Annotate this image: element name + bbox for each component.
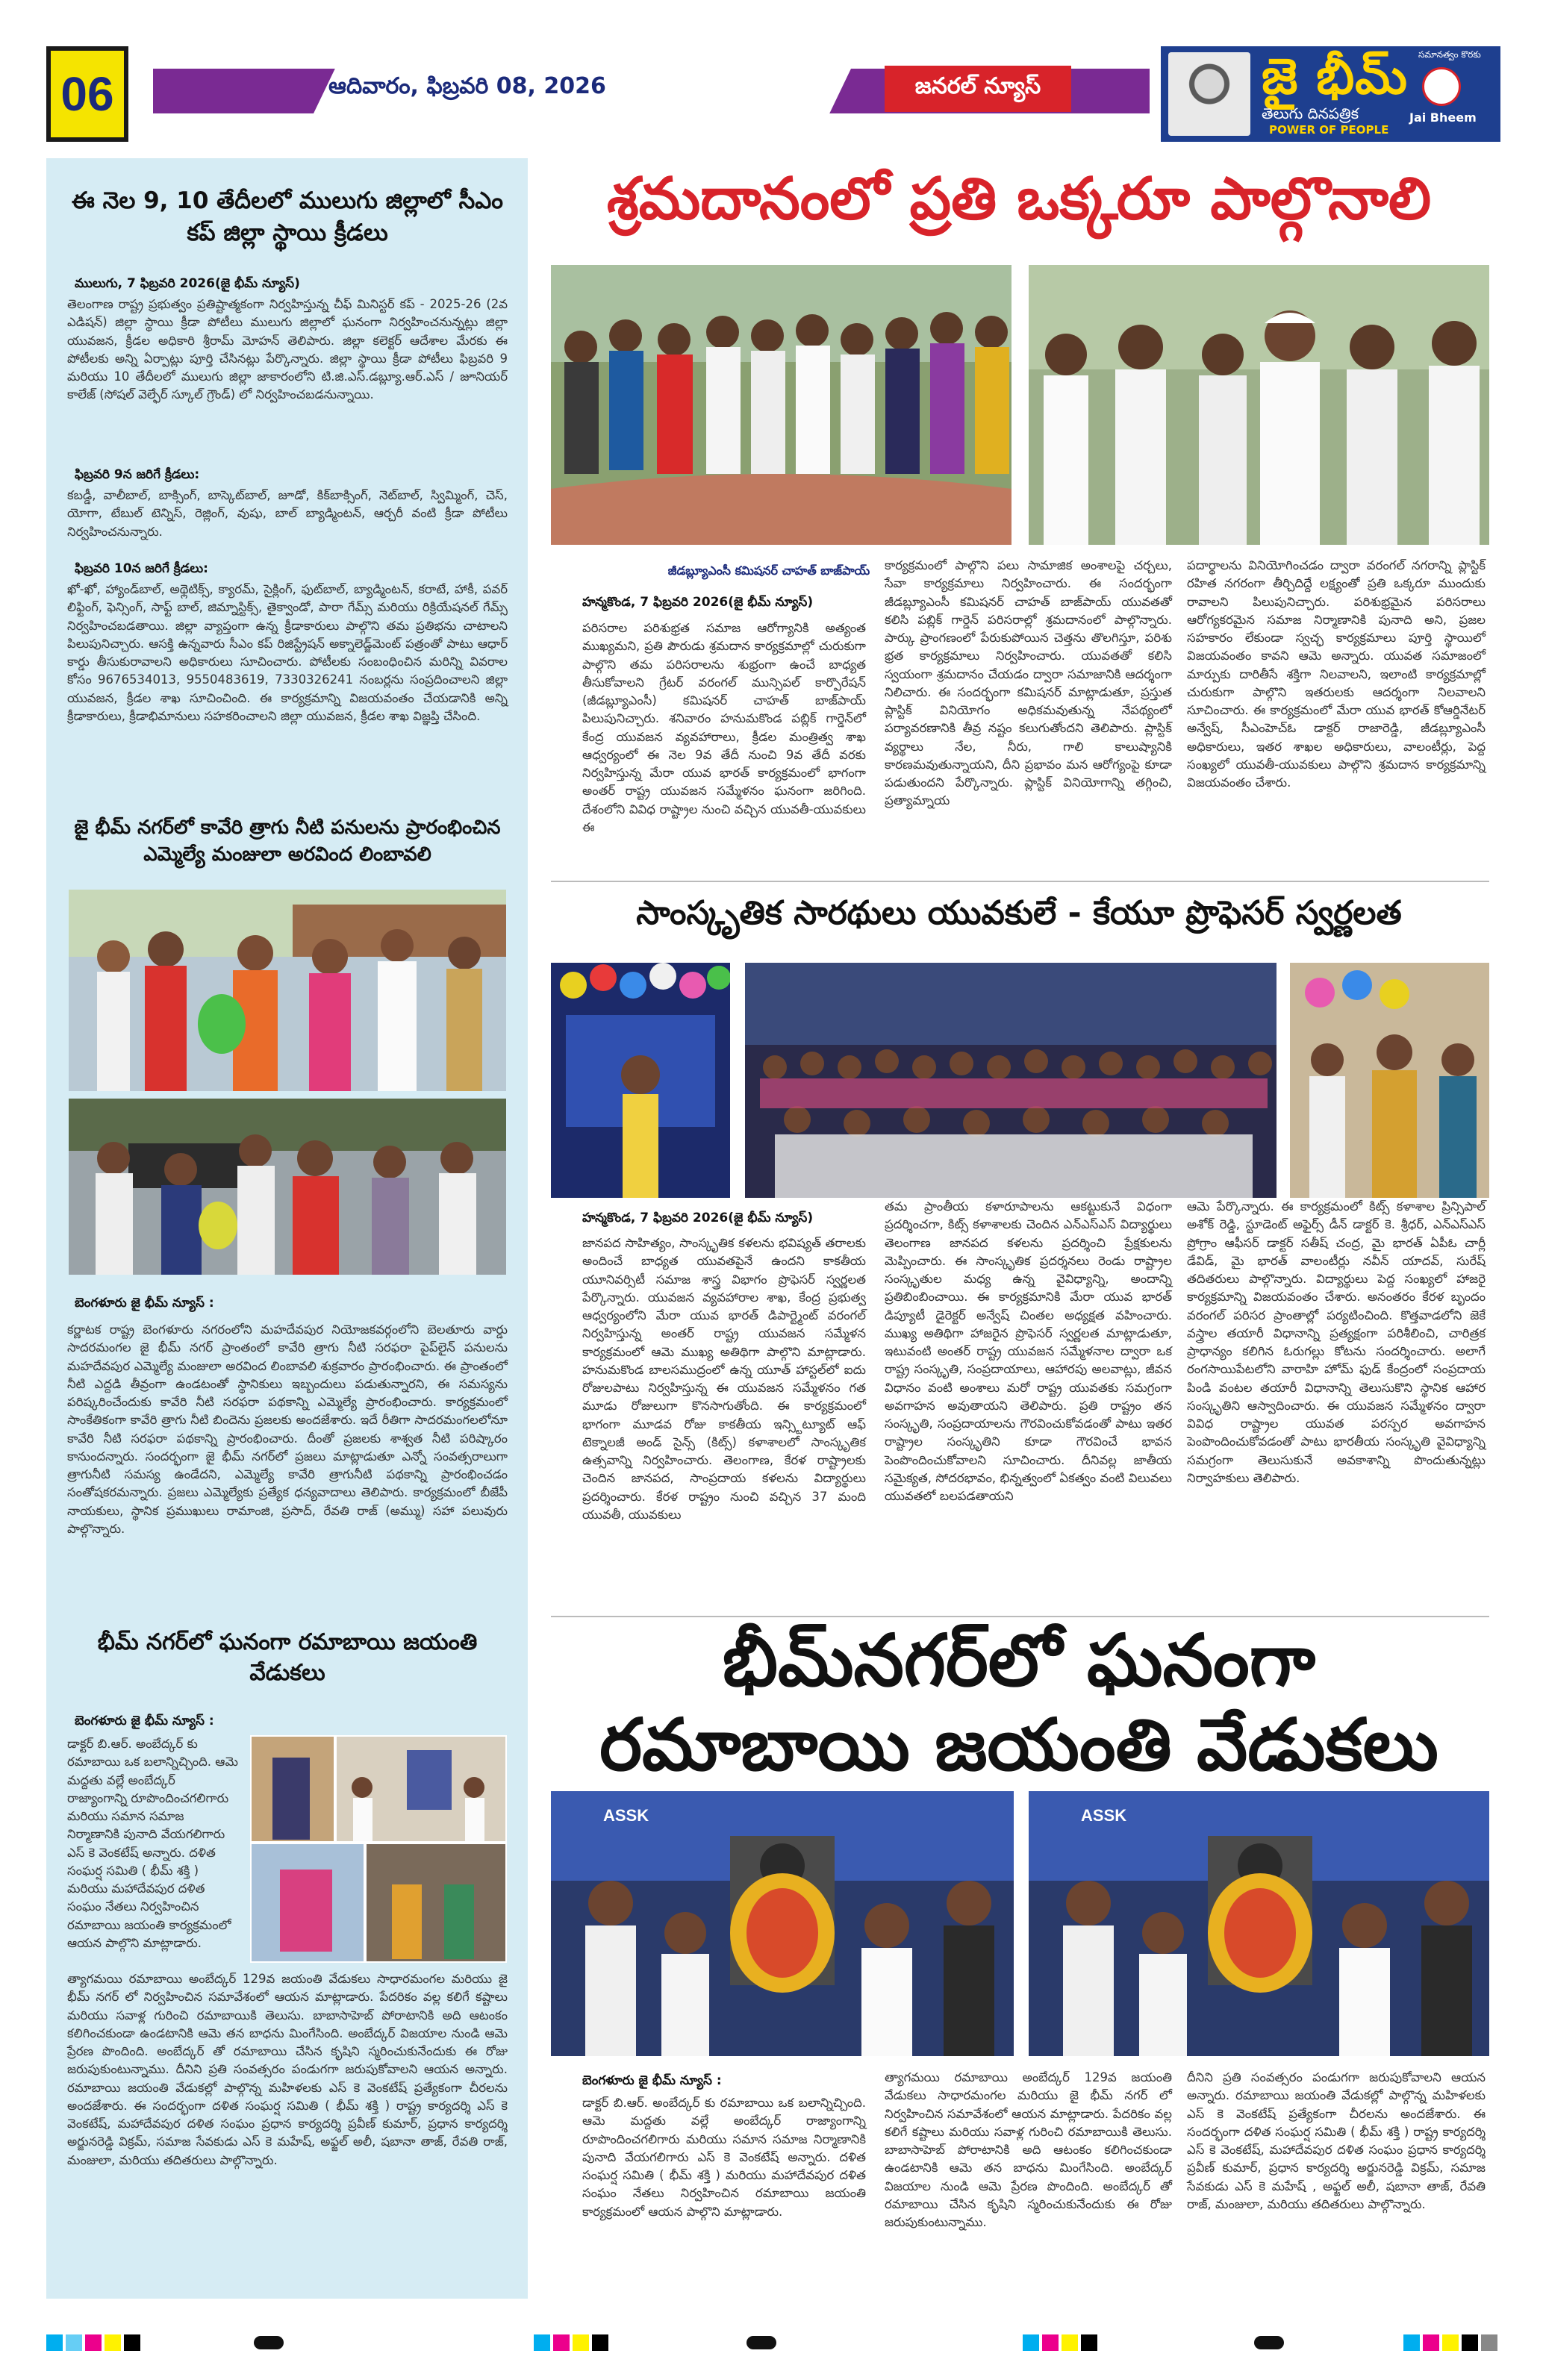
left-story2-dateline: బెంగళూరు జై భీమ్ న్యూస్ : (75, 1296, 214, 1311)
main-story3-col3: దీనిని ప్రతి సంవత్సరం పండుగగా జరుపుకోవాలని ఆయన అన్నారు. రమాబాయి జయంతి వేడుకల్లో పాల్గొన్న మహిళలకు ఎస్ కె వెంకటేష్ ప్రత్యేకంగా చీరలను అందజేశారు. ఈ సందర్భంగా దళిత సంఘర్ష సమితి ( భీమ్ శక్తి ) రాష్ట్ర కార్యదర్శి ఎస్ కె వెంకటేష్, మహాదేవపుర దళిత సంఘం ప్రధాన కార్యదర్శి ప్రవీణ్ కుమార్, ప్రధాన కార్యదర్శి అర్జునరెడ్డి విక్రమ్, సమాజ సేవకుడు ఎస్ కె మహేష్ , అఫ్జల్ అలీ, షబానా తాజ్, రేవతి రాజ్, మంజులా, మరియు తదితరులు పాల్గొన్నారు. (1187, 2070, 1486, 2211)
left-story3-full-text: త్యాగమయి రమాబాయి అంబేద్కర్ 129వ జయంతి వేడుకలు సాధారమంగల మరియు జై భీమ్ నగర్ లో నిర్వహించిన సమావేశంలో ఆయన మాట్లాడారు. పేదరికం వల్ల కలిగే కష్టాలు మరియు సవాళ్ల గురించి రమాబాయికి తెలుసు. బాబాసాహెబ్ పోరాటానికి అది ఆటంకం కలిగించకుండా ఉండటానికి ఆమె తన బాధను మింగేసింది. అంబేద్కర్ విజయాల నుండి ఆమె ప్రేరణ పొందింది. అంబేద్కర్ తో రమాబాయి చేసిన కృషిని స్మరించుకునేందుకు ఈ రోజు జరుపుకుంటున్నాము. దీనిని ప్రతి సంవత్సరం పండుగగా జరుపుకోవాలని ఆయన అన్నారు. రమాబాయి జయంతి వేడుకల్లో పాల్గొన్న మహిళలకు ఎస్ కె వెంకటేష్ ప్రత్యేకంగా చీరలను అందజేశారు. ఈ సందర్భంగా దళిత సంఘర్ష సమితి ( భీమ్ శక్తి ) రాష్ట్ర కార్యదర్శి ఎస్ కె వెంకటేష్, మహాదేవపుర దళిత సంఘం ప్రధాన కార్యదర్శి ప్రవీణ్ కుమార్, ప్రధాన కార్యదర్శి అర్జునరెడ్డి విక్రమ్, సమాజ సేవకుడు ఎస్ కె మహేష్, అఫ్జల్ అలీ, షబానా తాజ్, రేవతి రాజ్, మంజులా, మరియు తదితరులు పాల్గొన్నారు. (67, 1972, 508, 2167)
divider-2 (551, 1616, 1489, 1617)
left-story1-para1: తెలంగాణ రాష్ట్ర ప్రభుత్వం ప్రతిష్టాత్మకంగా నిర్వహిస్తున్న చీఫ్ మినిస్టర్ కప్ - 2025-26 (2వ ఎడిషన్) జిల్లా స్థాయి క్రీడా పోటీలు ములుగు జిల్లాలో ఘనంగా నిర్వహించనున్నట్లు జిల్లా యువజన, క్రీడల అధికారి శ్రీరామ్ మోహన్ తెలిపారు. జిల్లా కలెక్టర్ ఆదేశాల మేరకు ఈ పోటీలకు అన్ని ఏర్పాట్లు పూర్తి చేసినట్లు పేర్కొన్నారు. జిల్లా స్థాయి క్రీడా పోటీలు ఫిబ్రవరి 9 మరియు 10 తేదీలలో ములుగు జిల్లా జాకారంలోని టి.జి.ఎస్.డబ్ల్యూ.ఆర్.ఎస్ / జూనియర్ కాలేజ్ (సోషల్ వెల్ఫేర్ స్కూల్ గ్రౌండ్) లో నిర్వహించబడనున్నాయి. (67, 297, 508, 402)
divider-1 (551, 881, 1489, 882)
main-story3-headline-line1: భీమ్‌నగర్‌లో ఘనంగా (722, 1619, 1316, 1702)
left-story3-headline: భీమ్ నగర్‌లో ఘనంగా రమాబాయి జయంతి వేడుకలు (97, 1629, 478, 1687)
shramadanam-photo-2 (1029, 265, 1489, 545)
main-story2-col3: ఆమె పేర్కొన్నారు. ఈ కార్యక్రమంలో కిట్స్ కళాశాల ప్రిన్సిపాల్ అశోక్ రెడ్డి, స్టూడెంట్ అఫైర్స్ డీన్ డాక్టర్ కె. శ్రీధర్, ఎన్ఎస్ఎస్ ప్రోగ్రాం ఆఫీసర్ డాక్టర్ సతీష్ చంద్ర, మై భారత్ ఏపీఓ చార్లీ డేవిడ్, మై భారత్ వాలంటీర్లు నవీన్ యాదవ్, సురేష్ తదితరులు పాల్గొన్నారు. విద్యార్థులు పెద్ద సంఖ్యలో హాజరై కార్యక్రమాన్ని విజయవంతం చేశారు. అనంతరం కేరళ బృందం వరంగల్ పరిసర ప్రాంతాల్లో పర్యటించింది. కొత్తవాడలోని జెకే వస్త్రాల తయారీ విధానాన్ని ప్రత్యక్షంగా పరిశీలించి, చారిత్రక ప్రాధాన్యం కలిగిన ఓరుగల్లు కోటను సందర్శించారు. అలాగే రంగసాయిపేటలోని వారాహి హోమ్ ఫుడ్ కేంద్రంలో సంప్రదాయ పిండి వంటల తయారీ విధానాన్ని తెలుసుకొని స్థానిక ఆహార సంస్కృతిని ఆస్వాదించారు. ఈ యువజన సమ్మేళనం ద్వారా వివిధ రాష్ట్రాల యువత పరస్పర అవగాహన పెంపొందించుకోవడంతో పాటు భారతీయ సంస్కృతి వైవిధ్యాన్ని సమగ్రంగా తెలుసుకునే అవకాశాన్ని పొందుతున్నట్లు నిర్వాహకులు తెలిపారు. (1187, 1199, 1486, 1485)
main-story1-dateline: హన్మకొండ, 7 ఫిబ్రవరి 2026(జై భీమ్ న్యూస్) (582, 595, 814, 610)
masthead-title: జై భీమ్ (1262, 48, 1408, 105)
emblem-icon (1422, 67, 1461, 106)
ambedkar-portrait-icon (1168, 52, 1250, 136)
main-story3-dateline: బెంగళూరు జై భీమ్ న్యూస్ : (582, 2073, 722, 2088)
left-story2-headline: జై భీమ్ నగర్‌లో కావేరి త్రాగు నీటి పనులను ప్రారంభించిన ఎమ్మెల్యే మంజులా అరవింద లింబావలి (74, 816, 501, 866)
issue-date: ఆదివారం, ఫిబ్రవరి 08, 2026 (328, 73, 606, 99)
main-story1-col3: పదార్థాలను వినియోగించడం ద్వారా వరంగల్ నగరాన్ని ప్లాస్టిక్ రహిత నగరంగా తీర్చిదిద్దే లక్ష్యంతో ప్రతి ఒక్కరూ ముందుకు రావాలని పిలుపునిచ్చారు. పరిశుభ్రమైన పరిసరాలు ఆరోగ్యకరమైన సమాజ నిర్మాణానికి పునాది అని, ప్రజల సహకారం లేకుండా స్వచ్ఛ కార్యక్రమాలు పూర్తి స్థాయిలో విజయవంతం కావని ఆమె అన్నారు. యువత సమాజంలో మార్పుకు దారితీసే శక్తిగా నిలవాలని, ఇలాంటి కార్యక్రమాల్లో చురుకుగా పాల్గొని ఇతరులకు ఆదర్శంగా నిలవాలని సూచించారు. ఈ కార్యక్రమంలో మేరా యువ భారత్ కోఆర్డినేటర్ అన్వేష్, సీఎంహెచ్ఓ డాక్టర్ రాజారెడ్డి, జీడబ్ల్యూఎంసీ అధికారులు, ఇతర శాఖల అధికారులు, వాలంటీర్లు, పెద్ద సంఖ్యలో యువతీ-యువకులు పాల్గొని శ్రమదాన కార్యక్రమాన్ని విజయవంతం చేశారు. (1187, 558, 1486, 790)
color-registration-bar-far-right (1403, 2334, 1497, 2351)
ramabai-jayanti-photo-1 (551, 1791, 1014, 2056)
color-registration-bar-left (46, 2334, 140, 2351)
masthead-corner-text: సమానత్వం కొరకు (1418, 49, 1481, 60)
youth-fest-photo-3 (1290, 963, 1489, 1198)
left-story3-dateline: బెంగళూరు జై భీమ్ న్యూస్ : (75, 1714, 214, 1728)
rally-collage-photo (250, 1735, 507, 1963)
water-works-photo-1 (69, 890, 506, 1091)
water-works-photo-2 (69, 1099, 506, 1275)
left-story2-para1: కర్ణాటక రాష్ట్ర బెంగళూరు నగరంలోని మహదేవపుర నియోజకవర్గంలోని బెలతూరు వార్డు సాదరమంగల జై భీమ్ నగర్ ప్రాంతంలో కావేరి త్రాగు నీటి సరఫరా పైప్‌లైన్ పనులను మహదేవపుర ఎమ్మెల్యే మంజులా అరవింద లింబావలి శుక్రవారం ప్రారంభించారు. ఈ ప్రాంతంలో నీటి ఎద్దడి తీవ్రంగా ఉండటంతో స్థానికులు ఇబ్బందులు పడుతున్నారని, ఈ సమస్యను పరిష్కరించేందుకు కావేరి నీటి సరఫరా పథకాన్ని ఎమ్మెల్యే ప్రారంభించారు. కార్యక్రమంలో సాంకేతికంగా కావేరి త్రాగు నీటి బిందెను ప్రజలకు అందజేశారు. ఇదే రీతిగా సాదరమంగలలోనూ కావేరి నీటి సరఫరా పథకాన్ని ప్రారంభించారు. దీంతో ప్రజలకు శాశ్వత నీటి పరిష్కారం కానుందన్నారు. సందర్భంగా జై భీమ్ నగర్‌లో ప్రజలు మాట్లాడుతూ ఎన్నో సంవత్సరాలుగా త్రాగునీటి సమస్య ఉండేదని, ఎమ్మెల్యే కావేరి త్రాగునీటి పథకాన్ని ప్రారంభించడం సంతోషకరమన్నారు. ప్రజలు ఎమ్మెల్యేకు ప్రత్యేక ధన్యవాదాలు తెలిపారు. కార్యక్రమంలో బీజేపీ నాయకులు, స్థానిక ప్రముఖులు రామాంజి, ప్రసాద్, రేవతి రాజ్ (అమ్ము) సహా పలువురు పాల్గొన్నారు. (67, 1322, 508, 1536)
shramadanam-photo-1 (551, 265, 1011, 545)
youth-fest-group-photo (745, 963, 1277, 1198)
ramabai-jayanti-photo-2 (1029, 1791, 1489, 2056)
registration-mark-3 (1254, 2336, 1284, 2349)
main-story2-col2: తమ ప్రాంతీయ కళారూపాలను ఆకట్టుకునే విధంగా ప్రదర్శించగా, కిట్స్ కళాశాలకు చెందిన ఎన్ఎస్ఎస్ విద్యార్థులు తెలంగాణ జానపద కళలను ప్రదర్శించి ప్రేక్షకులను మెప్పించారు. ఈ సాంస్కృతిక ప్రదర్శనలు రెండు రాష్ట్రాల సంస్కృతుల మధ్య ఉన్న వైవిధ్యాన్ని, అందాన్ని ప్రతిబింబించాయి. ఈ కార్యక్రమానికి మేరా యువ భారత్ డిప్యూటీ డైరెక్టర్ అన్వేష్ చింతల అధ్యక్షత వహించారు. ముఖ్య అతిథిగా హాజరైన ప్రొఫెసర్ స్వర్ణలత మాట్లాడుతూ, ఇటువంటి అంతర్ రాష్ట్ర యువజన సమ్మేళనాల ద్వారా ఒక రాష్ట్ర సంస్కృతి, సంప్రదాయాలు, ఆహారపు అలవాట్లు, జీవన విధానం వంటి అంశాలు మరో రాష్ట్ర యువతకు సమగ్రంగా అవగాహన అవుతాయని తెలిపారు. ప్రతి రాష్ట్రం తన సంస్కృతి, సంప్రదాయాలను గౌరవించుకోవడంతో పాటు ఇతర రాష్ట్రాల సంస్కృతిని కూడా గౌరవించే భావన పెంపొందించుకోవాలని సూచించారు. దీనివల్ల జాతీయ సమైక్యత, సోదరభావం, భిన్నత్వంలో ఏకత్వం వంటి విలువలు యువతలో బలపడతాయని (885, 1199, 1172, 1503)
main-story3-col1: డాక్టర్ బి.ఆర్. అంబేద్కర్ కు రమాబాయి ఒక బలాన్నిచ్చింది. ఆమె మద్దతు వల్లే అంబేద్కర్ రాజ్యాంగాన్ని రూపొందించగలిగారు మరియు సమాన సమాజ నిర్మాణానికి పునాది వేయగలిగారు ఎస్ కె వెంకటేష్ అన్నారు. దళిత సంఘర్ష సమితి ( భీమ్ శక్తి ) మరియు మహాదేవపుర దళిత సంఘం నేతలు నిర్వహించిన రమాబాయి జయంతి కార్యక్రమంలో ఆయన పాల్గొని మాట్లాడారు. (582, 2096, 866, 2219)
left-story1-sub2: ఫిబ్రవరి 10న జరిగే క్రీడలు: (75, 561, 208, 576)
main-story1-col2: కార్యక్రమంలో పాల్గొని పలు సామాజిక అంశాలపై చర్చలు, సేవా కార్యక్రమాలు నిర్వహించారు. ఈ సందర్భంగా జీడబ్ల్యూఎంసీ కమిషనర్ చాహత్ బాజ్‌పాయ్ యువతతో కలిసి పబ్లిక్ గార్డెన్ పరిసరాల్లో శ్రమదానంలో పాల్గొన్నారు. పార్కు ప్రాంగణంలో పేరుకుపోయిన చెత్తను తొలగిస్తూ, పరిశు భ్రత కార్యక్రమాలు నిర్వహించారు. యువతతో కలిసి స్వయంగా శ్రమదానం చేయడం ద్వారా సమాజానికి ఆదర్శంగా నిలిచారు. ఈ సందర్భంగా కమిషనర్ మాట్లాడుతూ, ప్రస్తుత ప్లాస్టిక్ వినియోగం అధికమవుతున్న నేపథ్యంలో పర్యావరణానికి తీవ్ర నష్టం కలుగుతోందని తెలిపారు. ప్లాస్టిక్ వ్యర్థాలు నేల, నీరు, గాలి కాలుష్యానికి కారణమవుతున్నాయని, దీని ప్రభావం మన ఆరోగ్యంపై కూడా పడుతుందని పేర్కొన్నారు. ప్లాస్టిక్ వినియోగాన్ని తగ్గించి, ప్రత్యామ్నాయ (885, 558, 1172, 808)
left-story1-para2: కబడ్డీ, వాలీబాల్, బాక్సింగ్, బాస్కెట్‌బాల్, జూడో, కిక్‌బాక్సింగ్, నెట్‌బాల్, స్విమ్మింగ్, చెస్, యోగా, టేబుల్ టెన్నిస్, రెజ్లింగ్, వుషు, బాల్ బ్యాడ్మింటన్, ఆర్చరీ వంటి క్రీడా పోటీలు నిర్వహించనున్నారు. (67, 488, 508, 539)
masthead-tagline: తెలుగు దినపత్రిక (1262, 104, 1359, 122)
left-story1-dateline: ములుగు, 7 ఫిబ్రవరి 2026(జై భీమ్ న్యూస్) (75, 276, 300, 291)
main-story1-col1: పరిసరాల పరిశుభ్రత సమాజ ఆరోగ్యానికి అత్యంత ముఖ్యమని, ప్రతి పౌరుడు శ్రమదాన కార్యక్రమాల్లో చురుకుగా పాల్గొని తమ పరిసరాలను శుభ్రంగా ఉంచే బాధ్యత తీసుకోవాలని గ్రేటర్ వరంగల్ మున్సిపల్ కార్పొరేషన్ (జీడబ్ల్యూఎంసీ) కమిషనర్ చాహత్ బాజ్‌పాయ్ పిలుపునిచ్చారు. శనివారం హనుమకొండ పబ్లిక్ గార్డెన్‌లో కేంద్ర యువజన వ్యవహారాలు, క్రీడల మంత్రిత్వ శాఖ ఆధ్వర్యంలో ఈ నెల 9వ తేదీ నుంచి 9వ తేదీ వరకు నిర్వహిస్తున్న మేరా యువ భారత్ కార్యక్రమంలో భాగంగా అంతర్ రాష్ట్ర యువజన సమ్మేళనం ఘనంగా జరిగింది. దేశంలోని వివిధ రాష్ట్రాల నుంచి వచ్చిన యువతీ-యువకులు ఈ (582, 621, 866, 834)
registration-mark-2 (746, 2336, 776, 2349)
section-tag: జనరల్ న్యూస్ (885, 66, 1071, 112)
masthead-brand: Jai Bheem (1409, 110, 1477, 125)
assk-banner-text-2: ASSK (1081, 1806, 1127, 1825)
main-story2-dateline: హన్మకొండ, 7 ఫిబ్రవరి 2026(జై భీమ్ న్యూస్) (582, 1211, 814, 1225)
left-story3-narrow-text: డాక్టర్ బి.ఆర్. అంబేద్కర్ కు రమాబాయి ఒక బలాన్నిచ్చింది. ఆమె మద్దతు వల్లే అంబేద్కర్ రాజ్యాంగాన్ని రూపొందించగలిగారు మరియు సమాన సమాజ నిర్మాణానికి పునాది వేయగలిగారు ఎస్ కె వెంకటేష్ అన్నారు. దళిత సంఘర్ష సమితి ( భీమ్ శక్తి ) మరియు మహాదేవపుర దళిత సంఘం నేతలు నిర్వహించిన రమాబాయి జయంతి కార్యక్రమంలో ఆయన పాల్గొని మాట్లాడారు. (67, 1737, 238, 1950)
left-story1-headline: ఈ నెల 9, 10 తేదీలలో ములుగు జిల్లాలో సీఎం కప్ జిల్లా స్థాయి క్రీడలు (71, 187, 504, 246)
main-story3-col2: త్యాగమయి రమాబాయి అంబేద్కర్ 129వ జయంతి వేడుకలు సాధారమంగల మరియు జై భీమ్ నగర్ లో నిర్వహించిన సమావేశంలో ఆయన మాట్లాడారు. పేదరికం వల్ల కలిగే కష్టాలు మరియు సవాళ్ల గురించి రమాబాయికి తెలుసు. బాబాసాహెబ్ పోరాటానికి అది ఆటంకం కలిగించకుండా ఉండటానికి ఆమె తన బాధను మింగేసింది. అంబేద్కర్ విజయాల నుండి ఆమె ప్రేరణ పొందింది. అంబేద్కర్ తో రమాబాయి చేసిన కృషిని స్మరించుకునేందుకు ఈ రోజు జరుపుకుంటున్నాము. (885, 2070, 1172, 2229)
main-story2-col1: జానపద సాహిత్యం, సాంస్కృతిక కళలను భవిష్యత్ తరాలకు అందించే బాధ్యత యువతపైనే ఉందని కాకతీయ యూనివర్సిటీ సమాజ శాస్త్ర విభాగం ప్రొఫెసర్ స్వర్ణలత పేర్కొన్నారు. యువజన వ్యవహారాల శాఖ, కేంద్ర ప్రభుత్వ ఆధ్వర్యంలోని మేరా యువ భారత్ డిపార్ట్మెంట్ వరంగల్ నిర్వహిస్తున్న అంతర్ రాష్ట్ర యువజన సమ్మేళన కార్యక్రమంలో ఆమె ముఖ్య అతిథిగా పాల్గొని మాట్లాడారు. హనుమకొండ బాలసముద్రంలో ఉన్న యూత్ హాస్టల్‌లో ఐదు రోజులపాటు నిర్వహిస్తున్న ఈ యువజన సమ్మేళనం గత మూడు రోజులుగా కొనసాగుతోంది. ఈ కార్యక్రమంలో భాగంగా మూడవ రోజు కాకతీయ ఇన్స్టిట్యూట్ ఆఫ్ టెక్నాలజీ అండ్ సైన్స్ (కిట్స్) కళాశాలలో సాంస్కృతిక ఉత్సవాన్ని నిర్వహించారు. తెలంగాణ, కేరళ రాష్ట్రాలకు చెందిన జానపద, సాంప్రదాయ కళలను విద్యార్థులు ప్రదర్శించారు. కేరళ రాష్ట్రం నుంచి వచ్చిన 37 మంది యువతీ, యువకులు (582, 1236, 866, 1522)
page-number: 06 (46, 46, 128, 142)
main-story1-headline: శ్రమదానంలో ప్రతి ఒక్కరూ పాల్గొనాలి (606, 166, 1432, 233)
main-story1-caption: జీడబ్ల్యూఎంసీ కమిషనర్ చాహత్ బాజ్‌పాయ్ (667, 563, 870, 578)
color-registration-bar-right (1023, 2334, 1097, 2351)
masthead-power: POWER OF PEOPLE (1269, 123, 1389, 137)
main-story2-headline: సాంస్కృతిక సారథులు యువకులే - కేయూ ప్రొఫెసర్ స్వర్ణలత (636, 894, 1402, 932)
left-story1-para3: ఖో-ఖో, హ్యాండ్‌బాల్, అథ్లెటిక్స్, క్యారమ్, సైక్లింగ్, ఫుట్‌బాల్, బ్యాడ్మింటన్, కరాటే, హాకీ, పవర్ లిఫ్టింగ్, ఫెన్సింగ్, సాఫ్ట్ బాల్, జిమ్నాస్టిక్స్, తైక్వాండో, పారా గేమ్స్ మరియు రిక్రియేషనల్ గేమ్స్ నిర్వహించబడతాయి. జిల్లా వ్యాప్తంగా ఉన్న క్రీడాకారులు పాల్గొని తమ ప్రతిభను చాటాలని పిలుపునిచ్చారు. ఆసక్తి ఉన్నవారు సీఎం కప్ రిజిస్ట్రేషన్ అక్నాలెడ్జ్‌మెంట్ పత్రంతో పాటు ఆధార్ కార్డు తీసుకురావాలని అధికారులు సూచించారు. పోటీలకు సంబంధించిన మరిన్ని వివరాల కోసం 9676534013, 9550483619, 7330326241 నంబర్లను సంప్రదించాలని జిల్లా యువజన, క్రీడల శాఖ సూచించింది. ఈ కార్యక్రమాన్ని విజయవంతం చేయడానికి అన్ని క్రీడాకారులు, క్రీడాభిమానులు సహకరించాలని జిల్లా యువజన, క్రీడల శాఖ విజ్ఞప్తి చేసింది. (67, 582, 508, 723)
color-registration-bar-center (534, 2334, 608, 2351)
youth-fest-photo-1 (551, 963, 730, 1198)
assk-banner-text: ASSK (603, 1806, 649, 1825)
registration-mark-1 (254, 2336, 284, 2349)
left-story1-sub1: ఫిబ్రవరి 9న జరిగే క్రీడలు: (75, 467, 200, 482)
main-story3-headline-line2: రమాబాయి జయంతి వేడుకలు (599, 1703, 1438, 1787)
